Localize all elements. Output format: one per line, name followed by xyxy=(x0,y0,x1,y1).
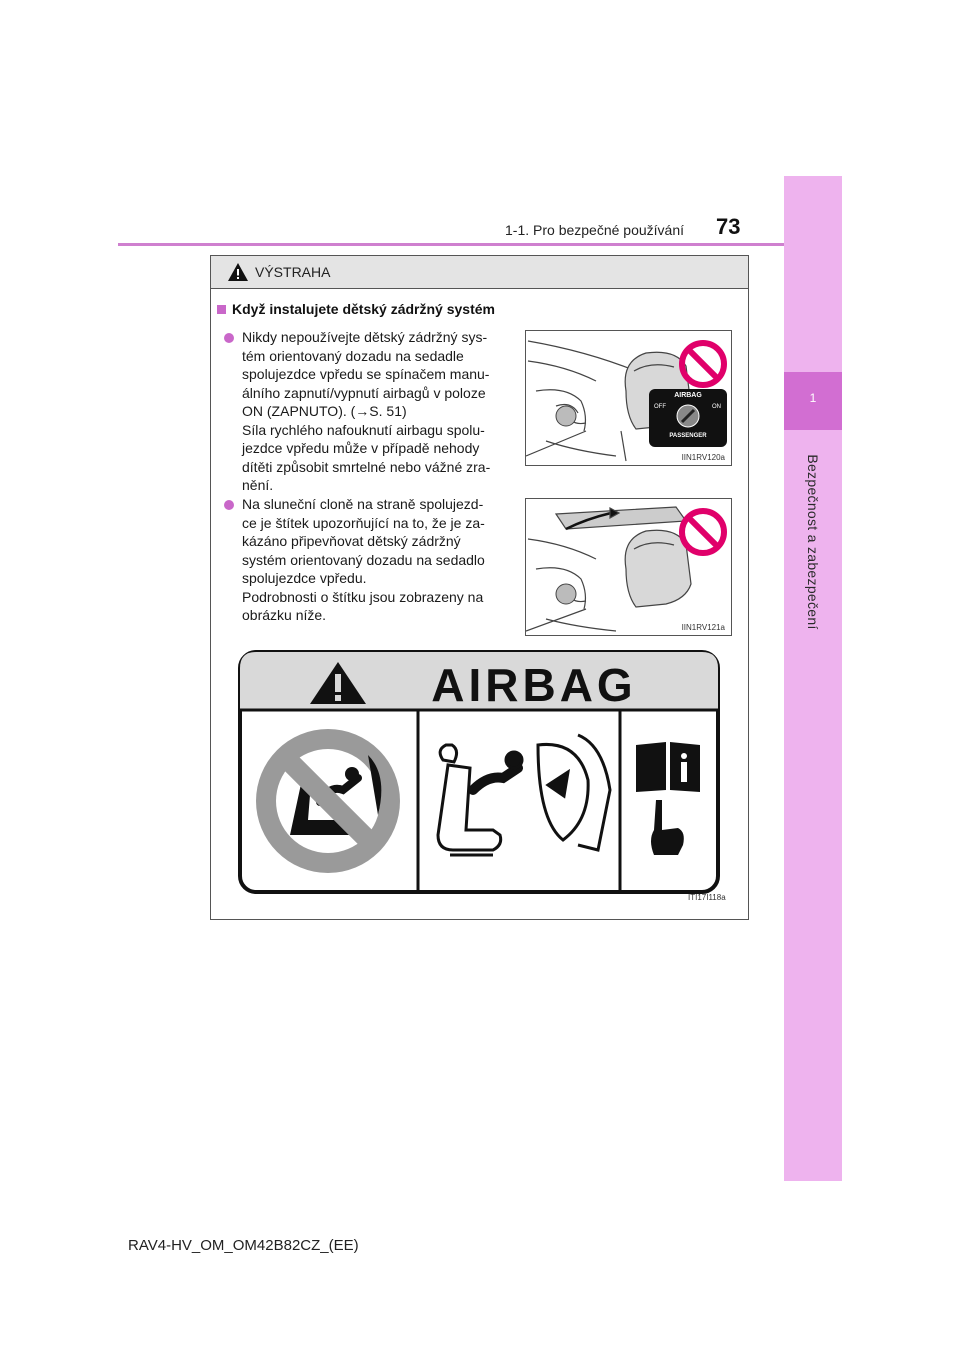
figure-code: IIN1RV121a xyxy=(681,623,725,632)
chapter-side-tab xyxy=(784,176,842,1181)
round-bullet-icon xyxy=(224,500,234,510)
figure-airbag-switch xyxy=(525,330,732,466)
warning-section-title: Když instalujete dětský zádržný systém xyxy=(232,301,495,317)
chapter-title: Bezpečnost a zabezpečení xyxy=(805,454,821,630)
warning-title: VÝSTRAHA xyxy=(255,264,331,280)
warning-header xyxy=(211,256,748,289)
switch-label-off: OFF xyxy=(654,404,666,410)
text-line: Síla rychlého nafouknutí airbagu spolu- xyxy=(242,421,485,438)
text-line: ON (ZAPNUTO). (→S. 51) xyxy=(242,403,407,419)
figure-code: ITI17I118a xyxy=(688,893,726,902)
text-line: Nikdy nepoužívejte dětský zádržný sys- xyxy=(242,329,488,345)
text-line: Na sluneční cloně na straně spolujezd- xyxy=(242,496,484,512)
square-bullet-icon xyxy=(217,305,226,314)
warning-item-1-text xyxy=(242,328,516,495)
text-line: álního zapnutí/vypnutí airbagů v poloze xyxy=(242,384,486,401)
page-number: 73 xyxy=(716,214,741,239)
airbag-warning-label xyxy=(238,650,720,894)
text-line: Podrobnosti o štítku jsou zobrazeny na xyxy=(242,588,484,605)
text-line: jezdce vpředu může v případě nehody xyxy=(242,440,480,456)
key-switch-icon xyxy=(676,404,700,428)
text-line: spolujezdce vpředu se spínačem manu- xyxy=(242,366,490,382)
switch-label-top: AIRBAG xyxy=(674,392,702,399)
warning-item-2-text xyxy=(242,495,516,625)
chapter-number: 1 xyxy=(809,391,817,405)
text-line: tém orientovaný dozadu na sedadle xyxy=(242,347,464,364)
prohibition-icon xyxy=(678,507,728,557)
warning-triangle-icon xyxy=(227,262,249,282)
no-rear-facing-child-seat-icon xyxy=(256,729,400,873)
warning-section-heading xyxy=(217,301,495,317)
airbag-switch-panel xyxy=(649,389,727,447)
document-code-footer: RAV4-HV_OM_OM42B82CZ_(EE) xyxy=(128,1237,359,1254)
label-heading: AIRBAG xyxy=(431,659,637,711)
text-line: ce je štítek upozorňující na to, že je za- xyxy=(242,514,485,531)
text-line: dítěti způsobit smrtelné nebo vážné zra- xyxy=(242,458,491,475)
round-bullet-icon xyxy=(224,333,234,343)
text-line: nění. xyxy=(242,477,274,493)
switch-label-bottom: PASSENGER xyxy=(669,433,707,439)
section-header-title: 1-1. Pro bezpečné používání xyxy=(505,222,685,238)
figure-code: IIN1RV120a xyxy=(681,453,725,462)
prohibition-icon xyxy=(678,339,728,389)
text-line: kázáno připevňovat dětský zádržný xyxy=(242,533,461,549)
text-line: obrázku níže. xyxy=(242,607,327,623)
text-line: systém orientovaný dozadu na sedadlo xyxy=(242,551,485,568)
header-rule xyxy=(118,243,784,246)
text-line: spolujezdce vpředu. xyxy=(242,570,367,586)
figure-sun-visor-label xyxy=(525,498,732,636)
switch-label-on: ON xyxy=(712,404,721,410)
